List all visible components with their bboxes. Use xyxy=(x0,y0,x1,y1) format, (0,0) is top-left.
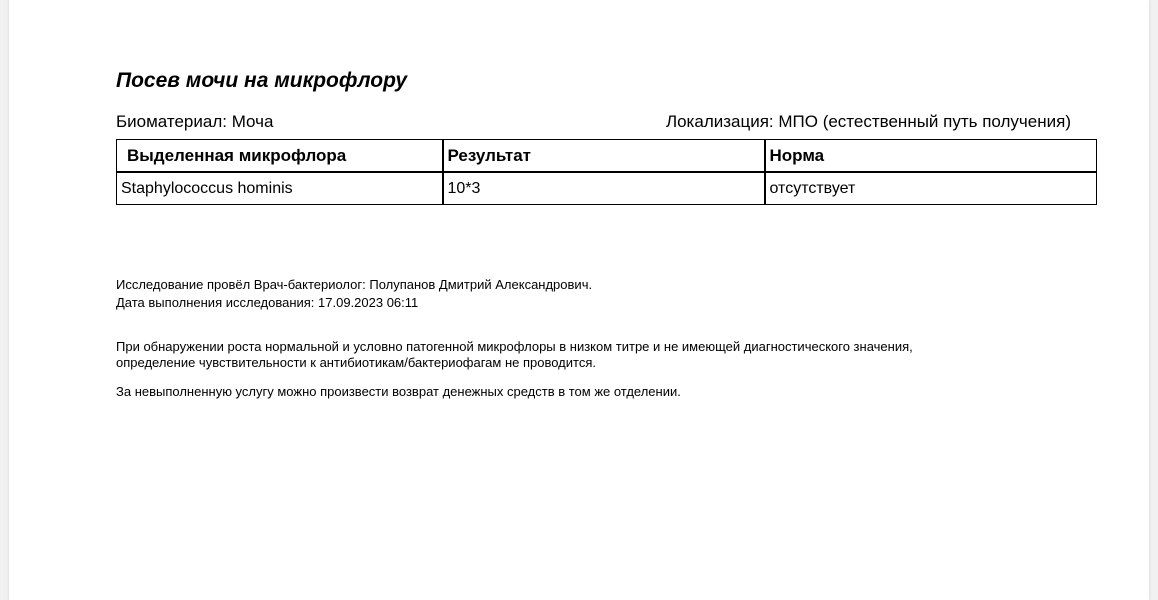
document-page xyxy=(9,0,1149,600)
meta-row xyxy=(116,112,1095,134)
table-row xyxy=(117,172,1097,205)
cell-result: 10*3 xyxy=(443,172,765,205)
performed-by-text: Исследование провёл Врач-бактериолог: Полупанов Дмитрий Александрович. xyxy=(116,277,593,292)
date-text: Дата выполнения исследования: 17.09.2023 06:11 xyxy=(116,295,419,310)
localization-label: Локализация: МПО (естественный путь получения) xyxy=(665,112,1071,131)
note-line-1: При обнаружении роста нормальной и условно патогенной микрофлоры в низком титре и не имеющей диагностического значения, xyxy=(116,339,913,354)
cell-norm: отсутствует xyxy=(765,172,1097,205)
table-header-row xyxy=(117,140,1097,173)
note-line-2: определение чувствительности к антибиотикам/бактериофагам не проводится. xyxy=(116,355,596,370)
header-microflora: Выделенная микрофлора xyxy=(117,140,443,173)
header-result: Результат xyxy=(443,140,765,173)
cell-microflora: Staphylococcus hominis xyxy=(117,172,443,205)
biomaterial-label: Биоматериал: Моча xyxy=(116,112,274,131)
refund-note: За невыполненную услугу можно произвести возврат денежных средств в том же отделении. xyxy=(116,384,681,399)
document-title: Посев мочи на микрофлору xyxy=(116,69,408,92)
results-table xyxy=(116,139,1097,205)
header-norm: Норма xyxy=(765,140,1097,173)
